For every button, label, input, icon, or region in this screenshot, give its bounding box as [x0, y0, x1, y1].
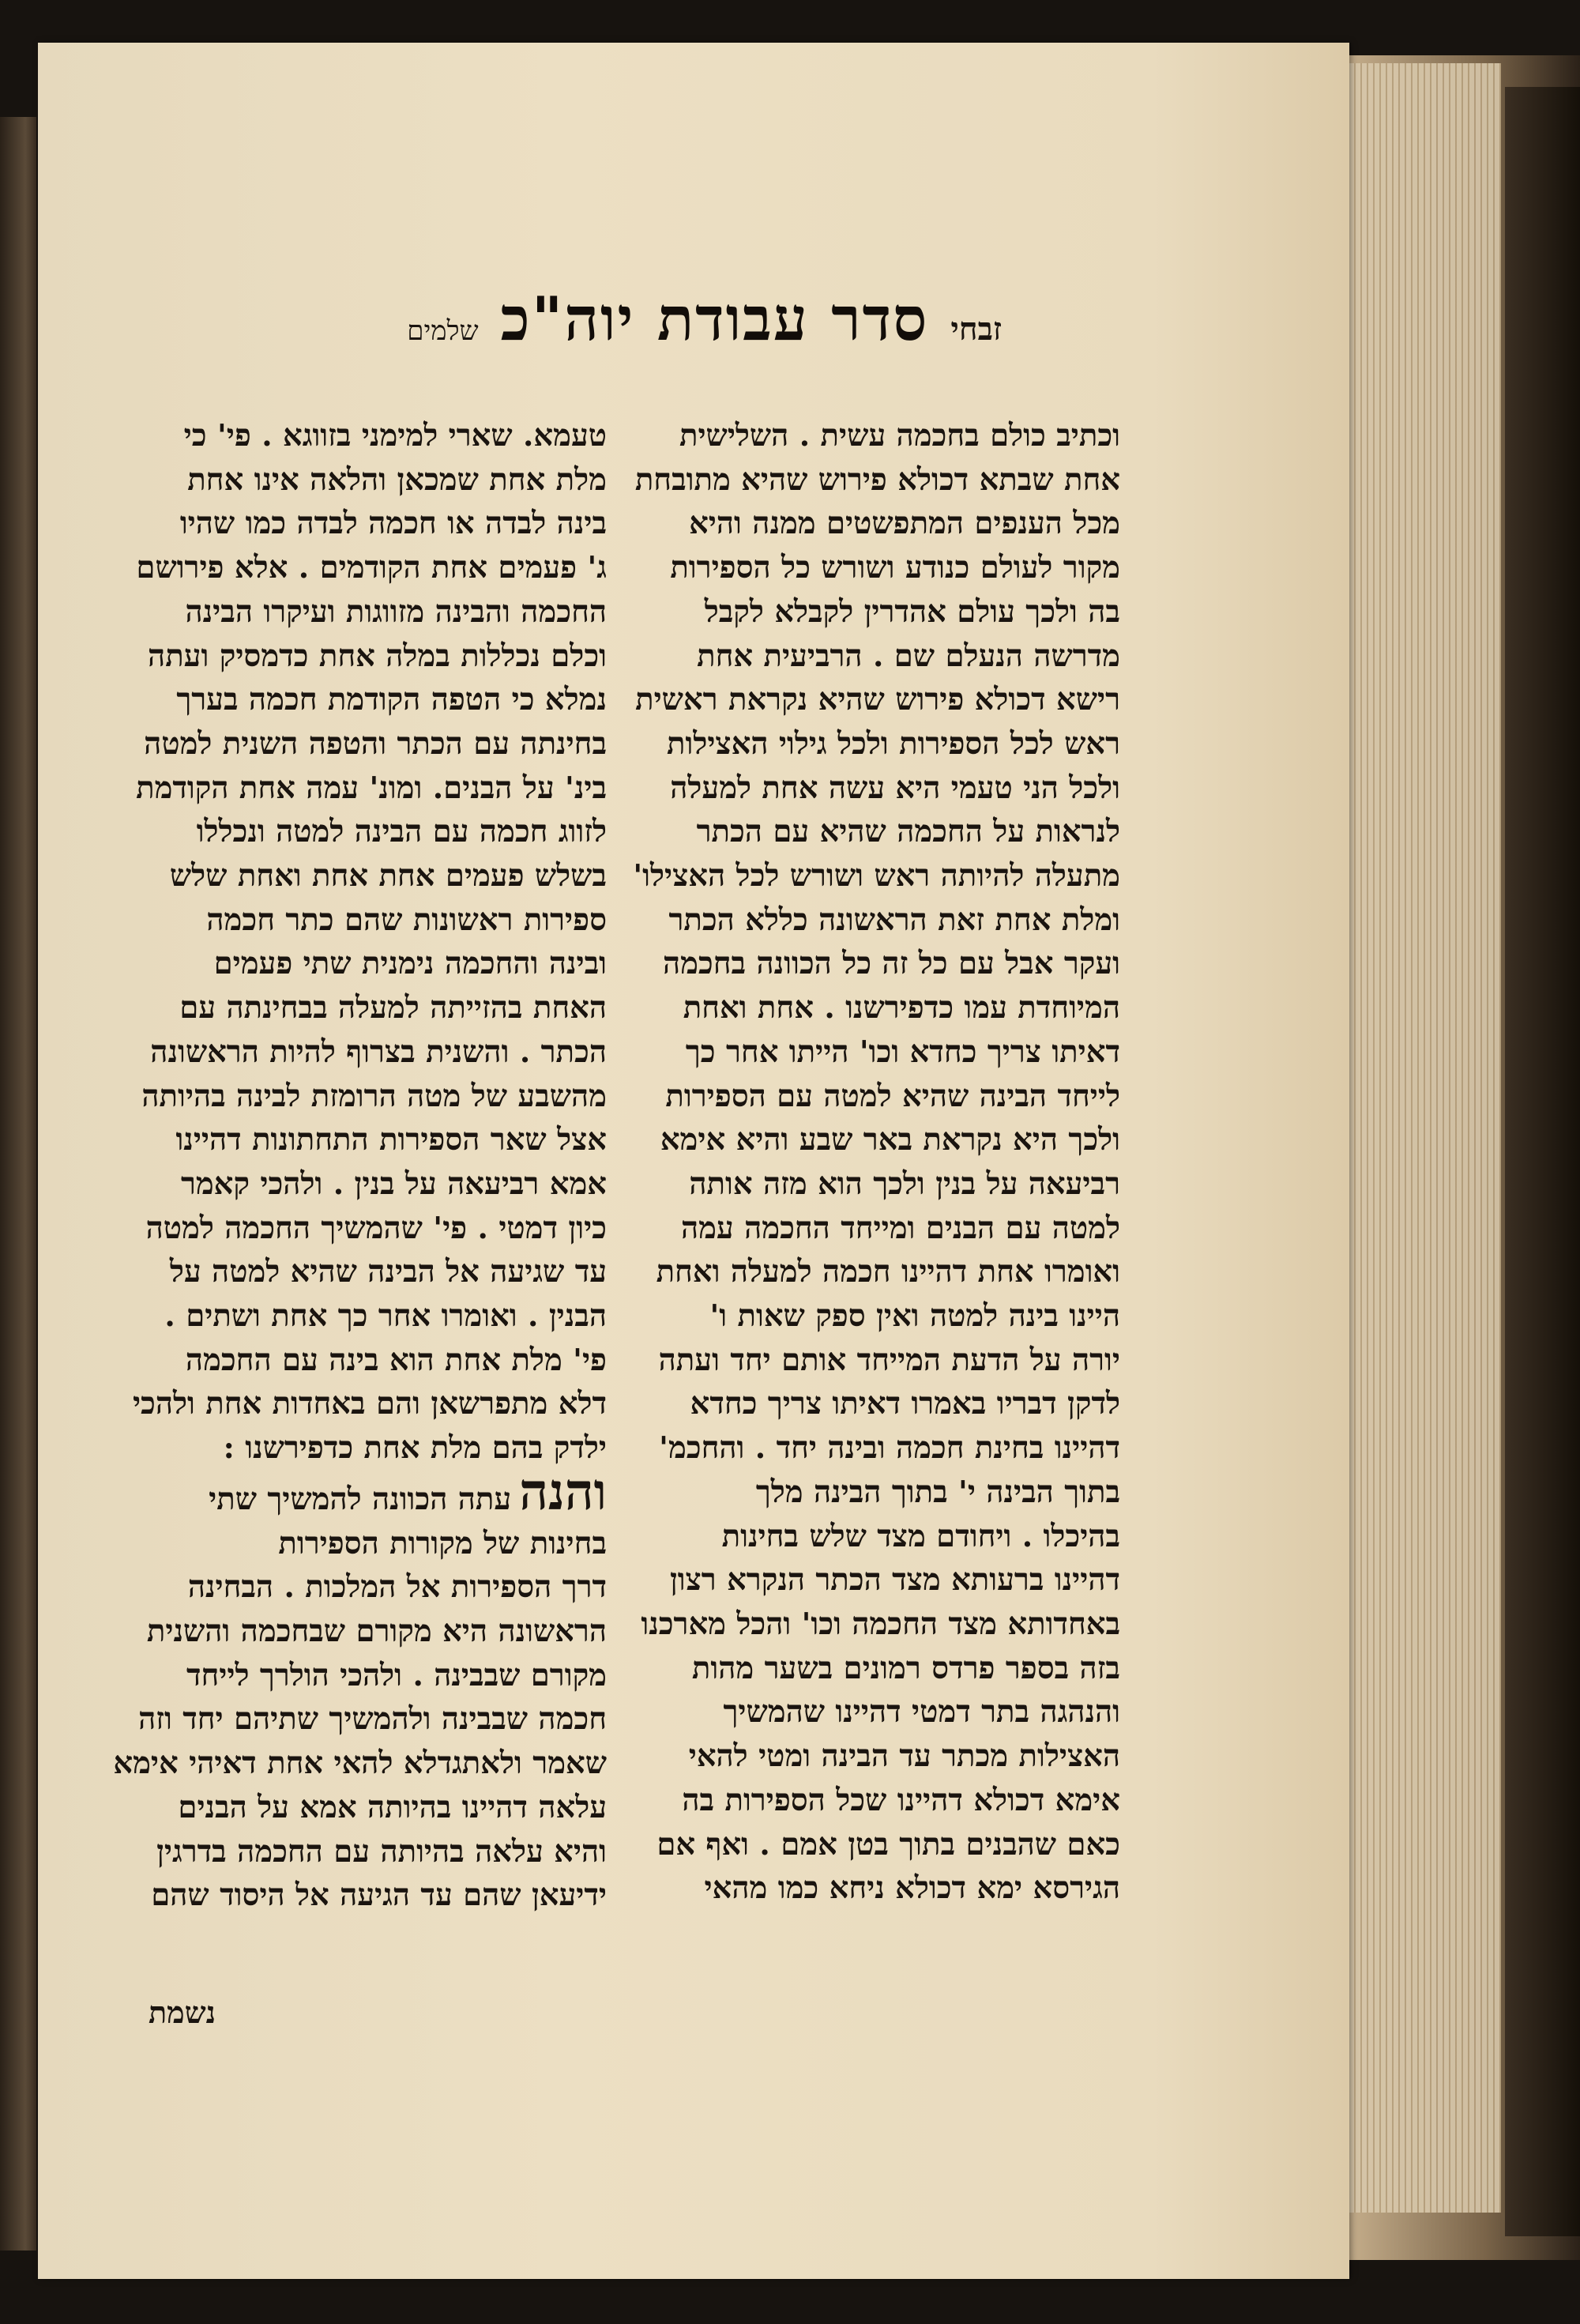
text-line: ובינה והחכמה נימנית שתי פעמים: [213, 946, 607, 982]
text-line: עד שגיעה אל הבינה שהיא למטה על: [169, 1254, 607, 1290]
text-line: אימא דכולא דהיינו שכל הספירות בה: [682, 1782, 1120, 1818]
text-line: אצל שאר הספירות התחתונות דהיינו: [175, 1122, 607, 1158]
text-column-left: [101, 414, 607, 1918]
text-line: ומלת אחת זאת הראשונה כללא הכתר: [668, 902, 1120, 938]
header-marker: שלמים: [407, 315, 479, 347]
text-line: וכלם נכללות במלה אחת כדמסיק ועתה: [148, 638, 607, 674]
text-line: בזה בספר פרדס רמונים בשער מהות: [691, 1650, 1120, 1686]
text-line: האחת בהזייתה למעלה בבחינתה עם: [179, 990, 607, 1026]
text-line: מקור לעולם כנודע ושורש כל הספירות: [670, 550, 1120, 586]
text-line: כאם שהבנים בתוך בטן אמם . ואף אם: [656, 1826, 1120, 1863]
text-line: המיוחדת עמו כדפירשנו . אחת ואחת: [683, 990, 1120, 1026]
text-line: ידיעאן שהם עד הגיעה אל היסוד שהם: [151, 1878, 607, 1914]
text-line: כיון דמטי . פי' שהמשיך החכמה למטה: [145, 1210, 607, 1246]
text-line: מתעלה להיותה ראש ושורש לכל האצילו': [633, 858, 1120, 895]
text-line: ראש לכל הספירות ולכל גילוי האצילות: [667, 725, 1120, 762]
text-line: באחדותא מצד החכמה וכו' והכל מארכנו: [641, 1606, 1120, 1642]
text-line: ולכל הני טעמי היא עשה אחת למעלה: [670, 770, 1120, 806]
text-line: נמלא כי הטפה הקודמת חכמה בערך: [176, 682, 607, 718]
text-line: והיא עלאה בהיותה עם החכמה בדרגין: [156, 1833, 607, 1870]
text-line: בה ולכך עולם אהדרין לקבלא לקבל: [704, 593, 1120, 630]
page-stack: [1343, 63, 1501, 2213]
text-line: אמא רביעאה על בנין . ולהכי קאמר: [180, 1166, 607, 1202]
text-line: טעמא. שארי למימני בזווגא . פי' כי: [183, 418, 607, 454]
text-line: ספירות ראשונות שהם כתר חכמה: [206, 902, 607, 938]
text-line: לזווג חכמה עם הבינה למטה ונכללו: [196, 814, 607, 850]
text-line: וכתיב כולם בחכמה עשית . השלישית: [679, 418, 1120, 454]
text-line: רישא דכולא פירוש שהיא נקראת ראשית: [635, 682, 1120, 718]
text-line: החכמה והבינה מזווגות ועיקרו הבינה: [185, 593, 607, 630]
running-header: [291, 284, 1002, 379]
text-line: יורה על הדעת המייחד אותם יחד ועתה: [658, 1342, 1120, 1378]
text-line: מדרשה הנעלם שם . הרביעית אחת: [697, 638, 1120, 674]
text-line: שאמר ולאתגדלא להאי אחת דאיהי אימא: [113, 1746, 607, 1782]
text-line: דלא מתפרשאן והם באחדות אחת ולהכי: [132, 1386, 607, 1422]
text-line: דרך הספירות אל המלכות . הבחינה: [187, 1569, 607, 1606]
text-line: היינו בינה למטה ואין ספק שאות ו': [709, 1298, 1120, 1335]
text-line: בינה לבדה או חכמה לבדה כמו שהיו: [179, 506, 607, 542]
text-line: חכמה שבבינה ולהמשיך שתיהם יחד וזה: [138, 1701, 607, 1738]
text-line: אחת שבתא דכולא פירוש שהיא מתובחת: [634, 461, 1120, 498]
text-line: האצילות מכתר עד הבינה ומטי להאי: [688, 1738, 1120, 1775]
text-line: בחינות של מקורות הספירות: [278, 1525, 607, 1561]
header-title: סדר עבודת יוה"כ: [500, 284, 929, 354]
text-line: לייחד הבינה שהיא למטה עם הספירות: [665, 1078, 1120, 1114]
text-line: בינ' על הבנים. ומונ' עמה אחת הקודמת: [136, 770, 607, 806]
text-line: לנראות על החכמה שהיא עם הכתר: [696, 814, 1120, 850]
text-line: ילדק בהם מלת אחת כדפירשנו :: [223, 1430, 607, 1467]
text-line: מכל הענפים המתפשטים ממנה והיא: [689, 506, 1120, 542]
text-line: ולכך היא נקראת באר שבע והיא אימא: [660, 1122, 1120, 1158]
text-line: הראשונה היא מקורם שבחכמה והשנית: [146, 1613, 607, 1649]
text-line: ג' פעמים אחת הקודמים . אלא פירושם: [136, 550, 607, 586]
adjacent-page-edge: [0, 117, 36, 2251]
text-line: בהיכלו . ויחודם מצד שלש בחינות: [721, 1518, 1120, 1554]
catchword: נשמת: [149, 1994, 216, 2030]
text-line: מהשבע של מטה הרומזת לבינה בהיותה: [141, 1078, 607, 1114]
text-line: לדקן דבריו באמרו דאיתו צריך כחדא: [690, 1386, 1120, 1422]
lead-line-text: עתה הכוונה להמשיך שתי: [209, 1481, 512, 1517]
text-line: הכתר . והשנית בצרוף להיות הראשונה: [150, 1034, 607, 1070]
text-line: בתוך הבינה י' בתוך הבינה מלך: [755, 1474, 1120, 1510]
text-line: רביעאה על בנין ולכך הוא מזה אותה: [689, 1166, 1120, 1202]
text-line: מקורם שבבינה . ולהכי הולרך לייחד: [186, 1657, 607, 1693]
text-line: מלת אחת שמכאן והלאה אינו אחת: [187, 461, 607, 498]
text-line: פי' מלת אחת הוא בינה עם החכמה: [185, 1342, 607, 1378]
lead-word: והנה: [519, 1470, 607, 1522]
text-line: דהיינו ברעותא מצד הכתר הנקרא רצון: [669, 1562, 1120, 1599]
text-line: בחינתה עם הכתר והטפה השנית למטה: [144, 725, 607, 762]
text-line: דאיתו צריך כחדא וכו' הייתו אחר כך: [685, 1034, 1120, 1070]
text-line: ועקר אבל עם כל זה כל הכוונה בחכמה: [662, 946, 1120, 982]
text-line: והנהגה בתר דמטי דהיינו שהמשיך: [723, 1694, 1120, 1731]
header-section: זבחי: [950, 311, 1002, 348]
text-column-right: [615, 414, 1120, 1911]
text-line: ואומרו אחת דהיינו חכמה למעלה ואחת: [656, 1254, 1120, 1290]
text-line: בשלש פעמים אחת אחת ואחת שלש: [169, 858, 607, 895]
text-line: הבנין . ואומרו אחר כך אחת ושתים .: [164, 1298, 607, 1335]
text-line: [101, 1471, 607, 1522]
text-line: עלאה דהיינו בהיותה אמא על הבנים: [178, 1789, 607, 1825]
text-line: למטה עם הבנים ומייחד החכמה עמה: [680, 1210, 1120, 1246]
text-line: דהיינו בחינת חכמה ובינה יחד . והחכמ': [659, 1430, 1120, 1467]
text-line: הגירסא ימא דכולא ניחא כמו מהאי: [704, 1870, 1120, 1907]
book-page: [38, 43, 1349, 2279]
book-cover: [1505, 87, 1580, 2236]
